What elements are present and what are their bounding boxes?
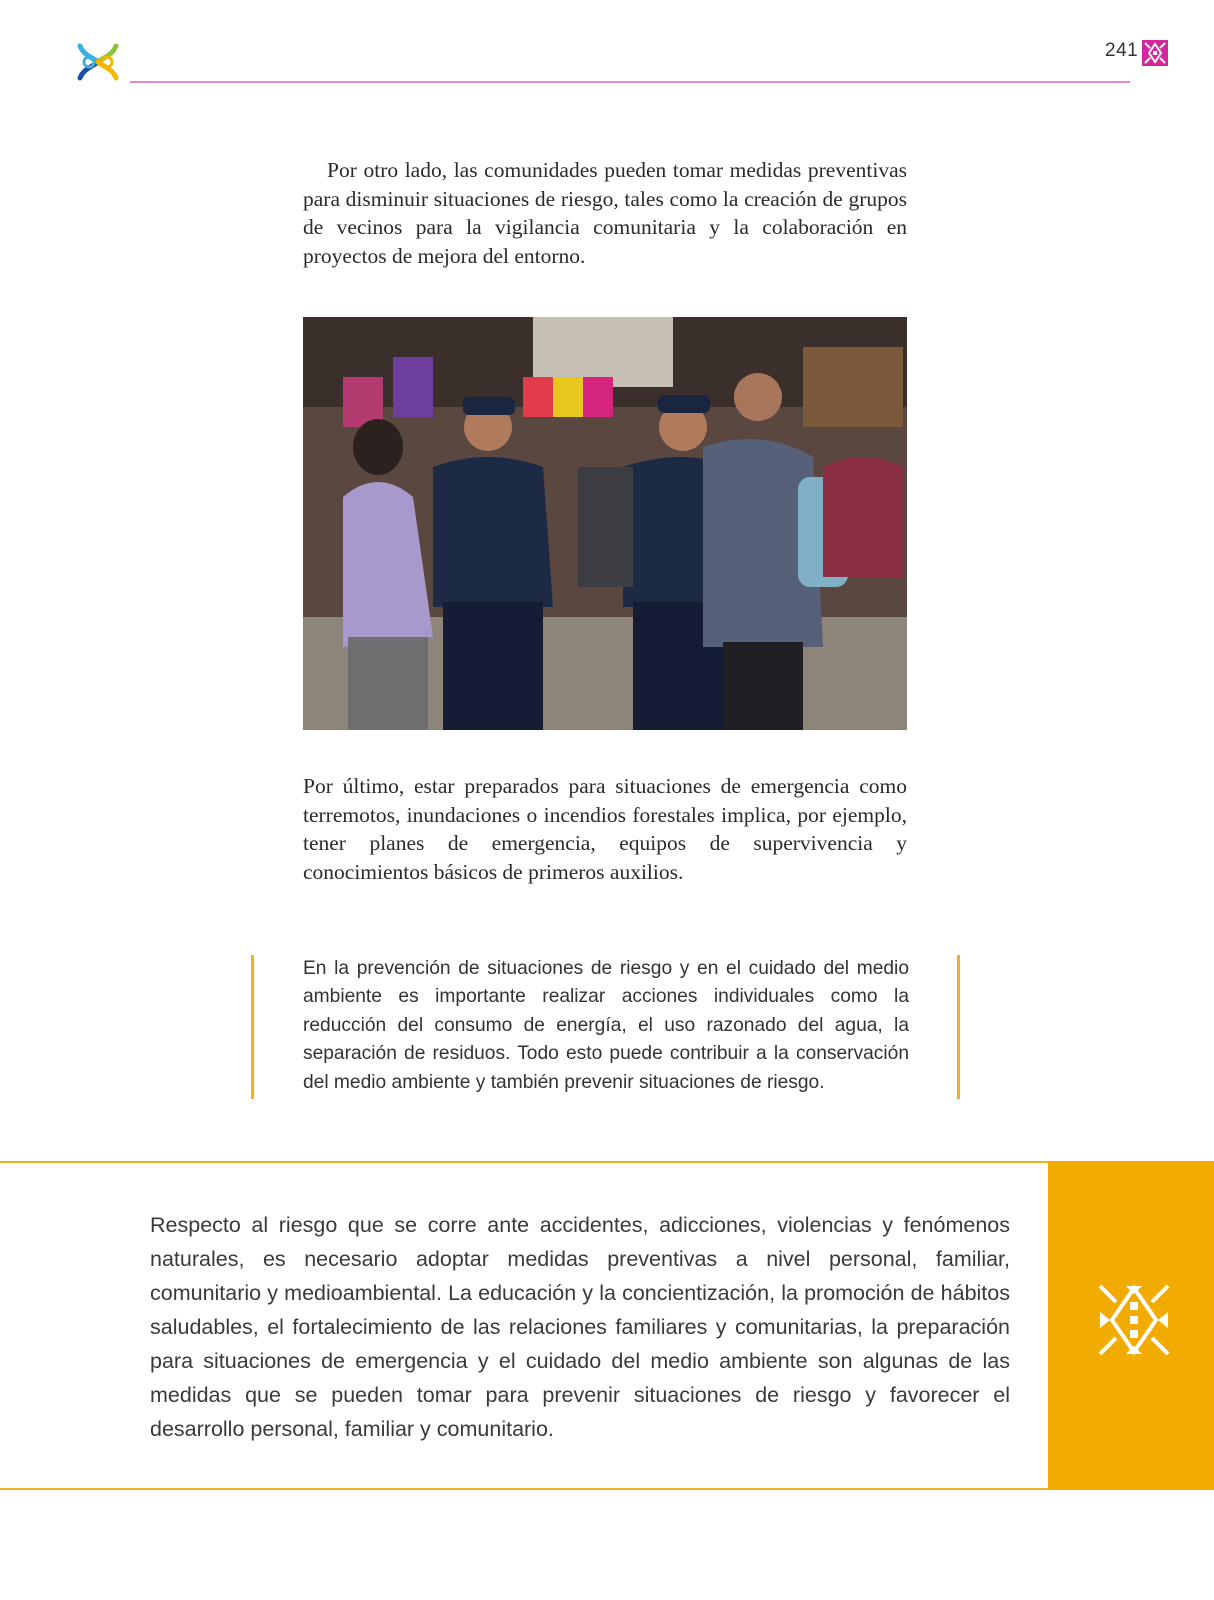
summary-bottom-rule	[0, 1488, 1050, 1490]
callout-right-bar	[957, 955, 960, 1099]
woven-pattern-icon	[1096, 1282, 1172, 1358]
woven-pattern-icon	[1142, 40, 1168, 66]
callout-left-bar	[251, 955, 254, 1099]
body-paragraph-2: Por último, estar preparados para situaciones de emergencia como terremotos, inundaciones o incendios forestales implica, por ejemplo, tener planes de emergencia, equipos de supervivencia y conocimientos básicos de primeros auxilios.	[303, 774, 907, 884]
summary-text: Respecto al riesgo que se corre ante accidentes, adicciones, violencias y fenómenos naturales, es necesario adoptar medidas preventivas a nivel personal, familiar, comunitario y medioambiental. La educación y la concientización, la promoción de hábitos saludables, el fortalecimiento de las relaciones familiares y comunitarias, la preparación para situaciones de emergencia y el cuidado del medio ambiente son algunas de las medidas que se pueden tomar para prevenir situaciones de riesgo y favorecer el desarrollo personal, familiar y comunitario.	[150, 1213, 1010, 1441]
body-paragraph-1: Por otro lado, las comunidades pueden tomar medidas preventivas para disminuir situaciones de riesgo, tales como la creación de grupos de vecinos para la vigilancia comunitaria y la colaboración en proyectos de mejora del entorno.	[303, 158, 907, 268]
callout-text: En la prevención de situaciones de riesgo y en el cuidado del medio ambiente es importante realizar acciones individuales como la reducción del consumo de energía, el uso razonado del agua, la separación de residuos. Todo esto puede contribuir a la conservación del medio ambiente y también prevenir situaciones de riesgo.	[303, 958, 909, 1093]
summary-top-rule	[0, 1161, 1050, 1163]
header-rule	[130, 81, 1130, 83]
police-community-photo	[303, 317, 907, 730]
figure-logo-icon	[74, 38, 122, 86]
page-number: 241	[1105, 40, 1139, 61]
